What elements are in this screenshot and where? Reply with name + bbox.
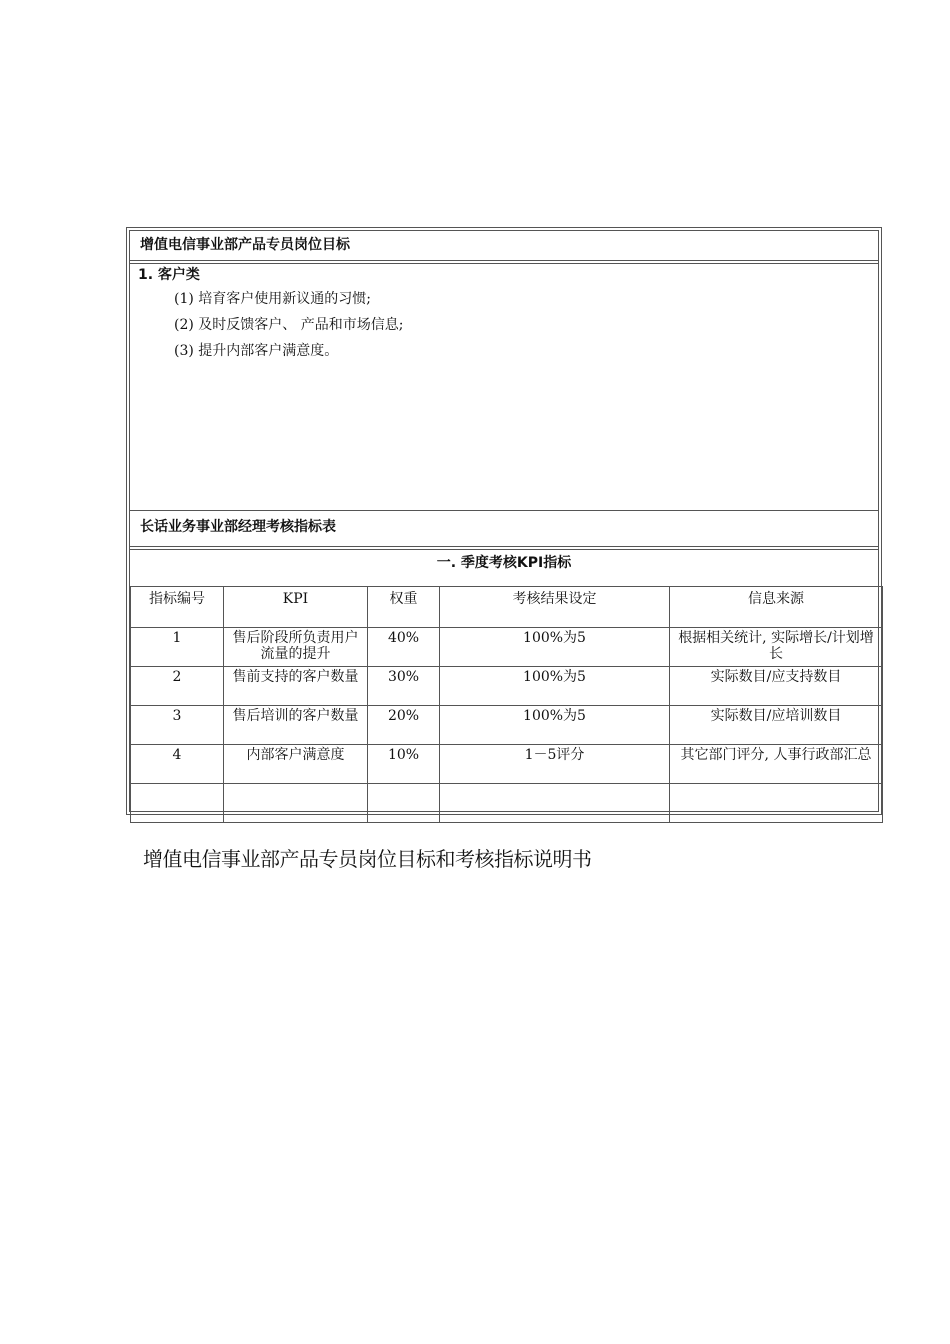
divider: [130, 510, 878, 511]
column-header: 权重: [368, 587, 440, 628]
table-cell: 40%: [368, 628, 440, 667]
table-row: [131, 628, 883, 667]
table-cell: 2: [131, 667, 224, 706]
goal-item: (2) 及时反馈客户、 产品和市场信息;: [174, 317, 404, 333]
document-frame: [126, 227, 882, 815]
table-cell: [440, 784, 670, 823]
table-cell: 实际数目/应支持数目: [670, 667, 883, 706]
table-cell: [131, 784, 224, 823]
column-header: 指标编号: [131, 587, 224, 628]
goal-item: (3) 提升内部客户满意度。: [174, 343, 339, 359]
table-cell: 100%为5: [440, 667, 670, 706]
column-header: 信息来源: [670, 587, 883, 628]
table-cell: 根据相关统计, 实际增长/计划增长: [670, 628, 883, 667]
table-cell: 3: [131, 706, 224, 745]
table-cell: 1: [131, 628, 224, 667]
table-row: [131, 706, 883, 745]
table-cell: [670, 784, 883, 823]
document-title: 增值电信事业部产品专员岗位目标和考核指标说明书: [143, 847, 592, 871]
table-cell: [368, 784, 440, 823]
table-cell: 内部客户满意度: [224, 745, 368, 784]
goal-item: (1) 培育客户使用新议通的习惯;: [174, 291, 371, 307]
table-row: [131, 745, 883, 784]
section2-title: 长话业务事业部经理考核指标表: [140, 519, 336, 535]
column-header: 考核结果设定: [440, 587, 670, 628]
table-cell: 售后培训的客户数量: [224, 706, 368, 745]
table-cell: 30%: [368, 667, 440, 706]
table-cell: 售后阶段所负责用户流量的提升: [224, 628, 368, 667]
table-header-row: [131, 587, 883, 628]
table-cell: 100%为5: [440, 706, 670, 745]
column-header: KPI: [224, 587, 368, 628]
kpi-subtitle: 一. 季度考核KPI指标: [436, 555, 572, 571]
table-cell: 20%: [368, 706, 440, 745]
table-cell: [224, 784, 368, 823]
table-row: [131, 784, 883, 823]
table-cell: 售前支持的客户数量: [224, 667, 368, 706]
table-cell: 实际数目/应培训数目: [670, 706, 883, 745]
divider: [130, 546, 878, 550]
table-cell: 4: [131, 745, 224, 784]
goal-list: [174, 286, 403, 364]
section1-title: 增值电信事业部产品专员岗位目标: [140, 237, 350, 253]
table-cell: 1－5评分: [440, 745, 670, 784]
table-cell: 其它部门评分, 人事行政部汇总: [670, 745, 883, 784]
table-row: [131, 667, 883, 706]
table-cell: 10%: [368, 745, 440, 784]
divider: [130, 260, 878, 264]
document-frame-inner: [129, 230, 879, 812]
kpi-table: [130, 586, 883, 823]
table-cell: 100%为5: [440, 628, 670, 667]
goal-category: 1. 客户类: [138, 267, 200, 283]
